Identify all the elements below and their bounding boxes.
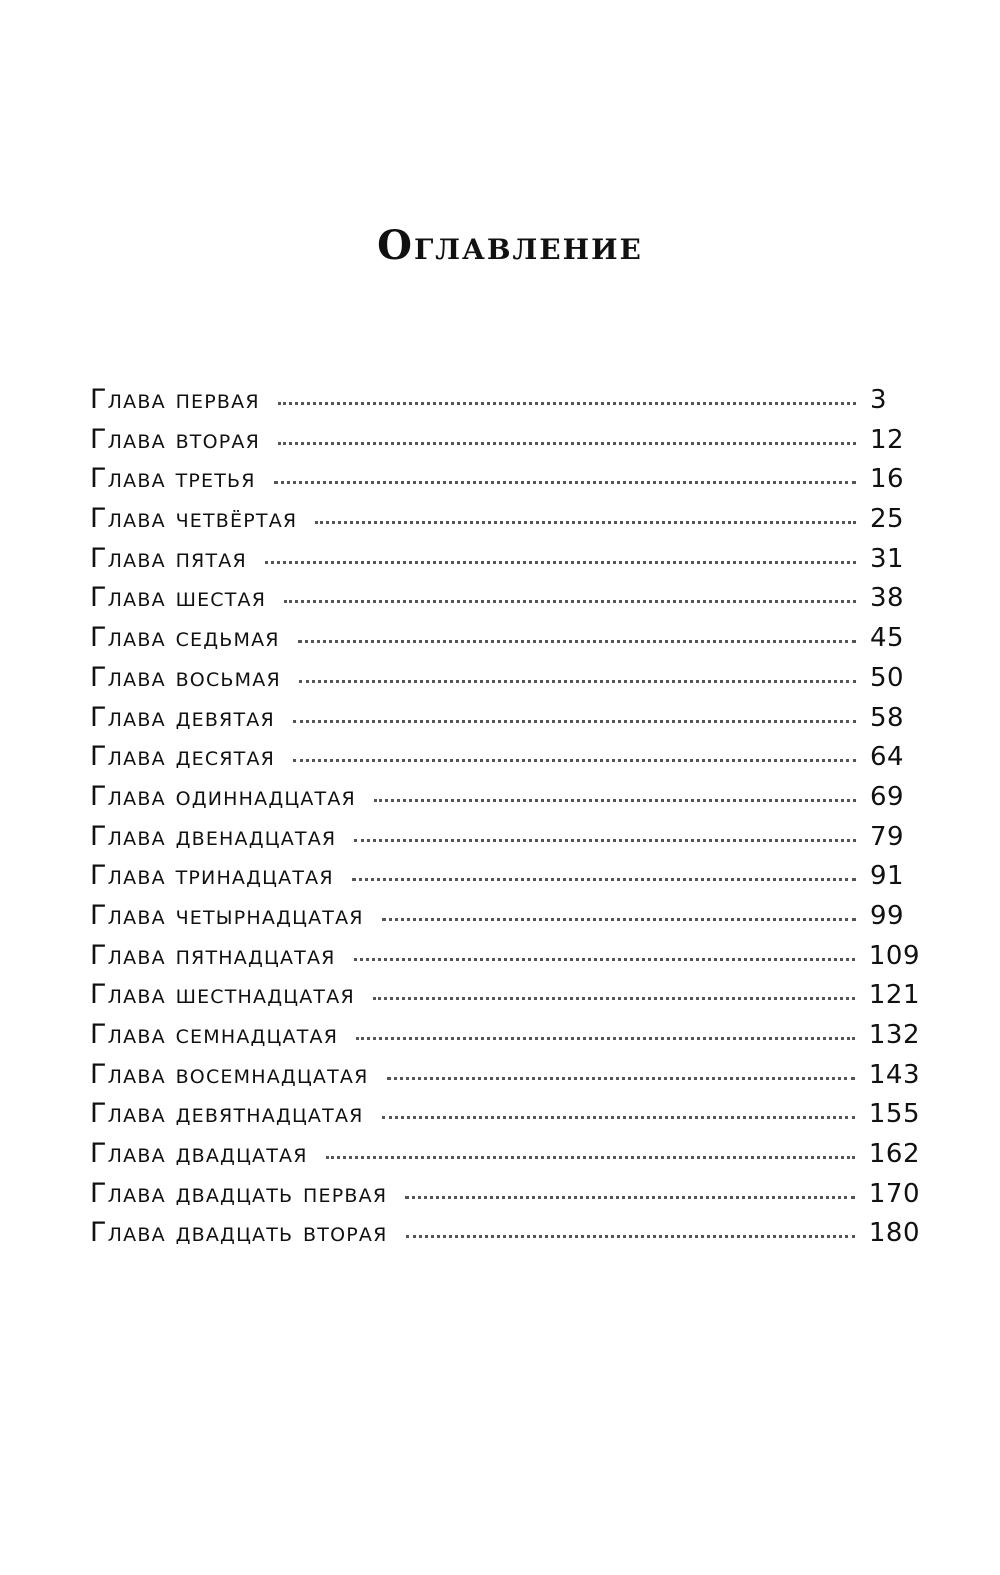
toc-entry-page: 162: [868, 1139, 920, 1170]
toc-entry-title: Глава двадцатая: [90, 1138, 308, 1170]
toc-entry[interactable]: [90, 979, 920, 1019]
dot-leader: [299, 680, 856, 683]
toc-entry-page: 12: [870, 424, 905, 455]
toc-entry-title: Глава шестая: [90, 582, 267, 614]
dot-leader: [352, 878, 856, 881]
dot-leader: [293, 720, 856, 723]
toc-entry-page: 58: [870, 702, 905, 733]
toc-entry-title: Глава десятая: [90, 741, 276, 773]
toc-entry-title: Глава шестнадцатая: [90, 979, 355, 1011]
toc-entry-title: Глава восьмая: [90, 661, 281, 693]
toc-entry[interactable]: [90, 1138, 920, 1178]
dot-leader: [382, 918, 856, 921]
toc-entry-page: 25: [870, 504, 905, 535]
toc-entry-page: 3: [870, 385, 888, 415]
toc-entry-title: Глава одиннадцатая: [90, 780, 356, 812]
dot-leader: [326, 1156, 855, 1159]
toc-entry[interactable]: [90, 463, 920, 503]
toc-entry[interactable]: [90, 384, 920, 424]
dot-leader: [373, 997, 855, 1000]
toc-entry[interactable]: [90, 622, 920, 662]
toc-entry-title: Глава вторая: [90, 423, 261, 455]
toc-entry[interactable]: [90, 821, 920, 861]
toc-entry[interactable]: [90, 1019, 920, 1059]
toc-entry[interactable]: [90, 503, 920, 543]
toc-entry[interactable]: [90, 1059, 920, 1099]
toc-entry-title: Глава пятнадцатая: [90, 939, 336, 971]
toc-entry[interactable]: [90, 424, 920, 464]
toc-entry-title: Глава третья: [90, 463, 256, 495]
toc-entry-page: 91: [870, 861, 905, 892]
toc-entry-page: 38: [870, 583, 905, 614]
dot-leader: [382, 1116, 855, 1119]
toc-entry-title: Глава тринадцатая: [90, 860, 334, 892]
toc-entry-title: Глава девятая: [90, 701, 275, 733]
dot-leader: [278, 442, 856, 445]
page-title: Оглавление: [377, 222, 643, 269]
toc-entry[interactable]: [90, 582, 920, 622]
dot-leader: [315, 521, 856, 524]
toc-entry-page: 50: [870, 662, 905, 693]
dot-leader: [406, 1235, 855, 1238]
toc-entry-title: Глава пятая: [90, 542, 247, 574]
toc-entry-title: Глава четырнадцатая: [90, 899, 364, 931]
toc-entry-title: Глава первая: [90, 384, 260, 415]
dot-leader: [274, 481, 856, 484]
dot-leader: [354, 958, 855, 961]
toc-entry-page: 31: [870, 543, 905, 574]
dot-leader: [278, 402, 856, 405]
dot-leader: [356, 1037, 855, 1040]
toc-entry[interactable]: [90, 702, 920, 742]
toc-entry-page: 99: [870, 900, 905, 931]
toc-entry-title: Глава девятнадцатая: [90, 1098, 364, 1130]
toc-entry-page: 79: [870, 821, 905, 852]
toc-entry-page: 69: [870, 781, 905, 812]
toc-entry-page: 170: [868, 1178, 920, 1209]
toc-entry-page: 121: [868, 980, 920, 1011]
toc-entry[interactable]: [90, 900, 920, 940]
toc-entry-title: Глава четвёртая: [90, 503, 298, 535]
toc-entry-title: Глава двадцать первая: [90, 1177, 388, 1209]
dot-leader: [293, 759, 856, 762]
toc-entry[interactable]: [90, 940, 920, 980]
toc-entry-title: Глава седьмая: [90, 622, 280, 654]
toc-entry[interactable]: [90, 860, 920, 900]
dot-leader: [405, 1196, 855, 1199]
dot-leader: [374, 799, 856, 802]
dot-leader: [265, 561, 856, 564]
toc-entry-page: 45: [870, 623, 905, 654]
toc-entry-title: Глава семнадцатая: [90, 1019, 339, 1050]
toc-entry-page: 64: [870, 742, 905, 773]
toc-entry[interactable]: [90, 741, 920, 781]
toc-entry-page: 180: [868, 1218, 920, 1249]
toc-entry-page: 143: [868, 1059, 920, 1090]
toc-entry-title: Глава восемнадцатая: [90, 1058, 369, 1090]
dot-leader: [284, 600, 856, 603]
dot-leader: [387, 1077, 855, 1080]
table-of-contents: [90, 384, 920, 1257]
toc-entry-page: 109: [868, 940, 920, 971]
toc-entry-page: 16: [870, 464, 905, 495]
dot-leader: [298, 640, 856, 643]
toc-entry[interactable]: [90, 1098, 920, 1138]
toc-entry[interactable]: [90, 543, 920, 583]
toc-entry-title: Глава двенадцатая: [90, 820, 337, 852]
dot-leader: [354, 839, 856, 842]
toc-entry[interactable]: [90, 781, 920, 821]
toc-entry[interactable]: [90, 662, 920, 702]
toc-entry-title: Глава двадцать вторая: [90, 1217, 388, 1249]
toc-entry-page: 155: [868, 1099, 920, 1130]
toc-entry[interactable]: [90, 1217, 920, 1257]
toc-entry[interactable]: [90, 1178, 920, 1218]
toc-entry-page: 132: [868, 1020, 920, 1050]
